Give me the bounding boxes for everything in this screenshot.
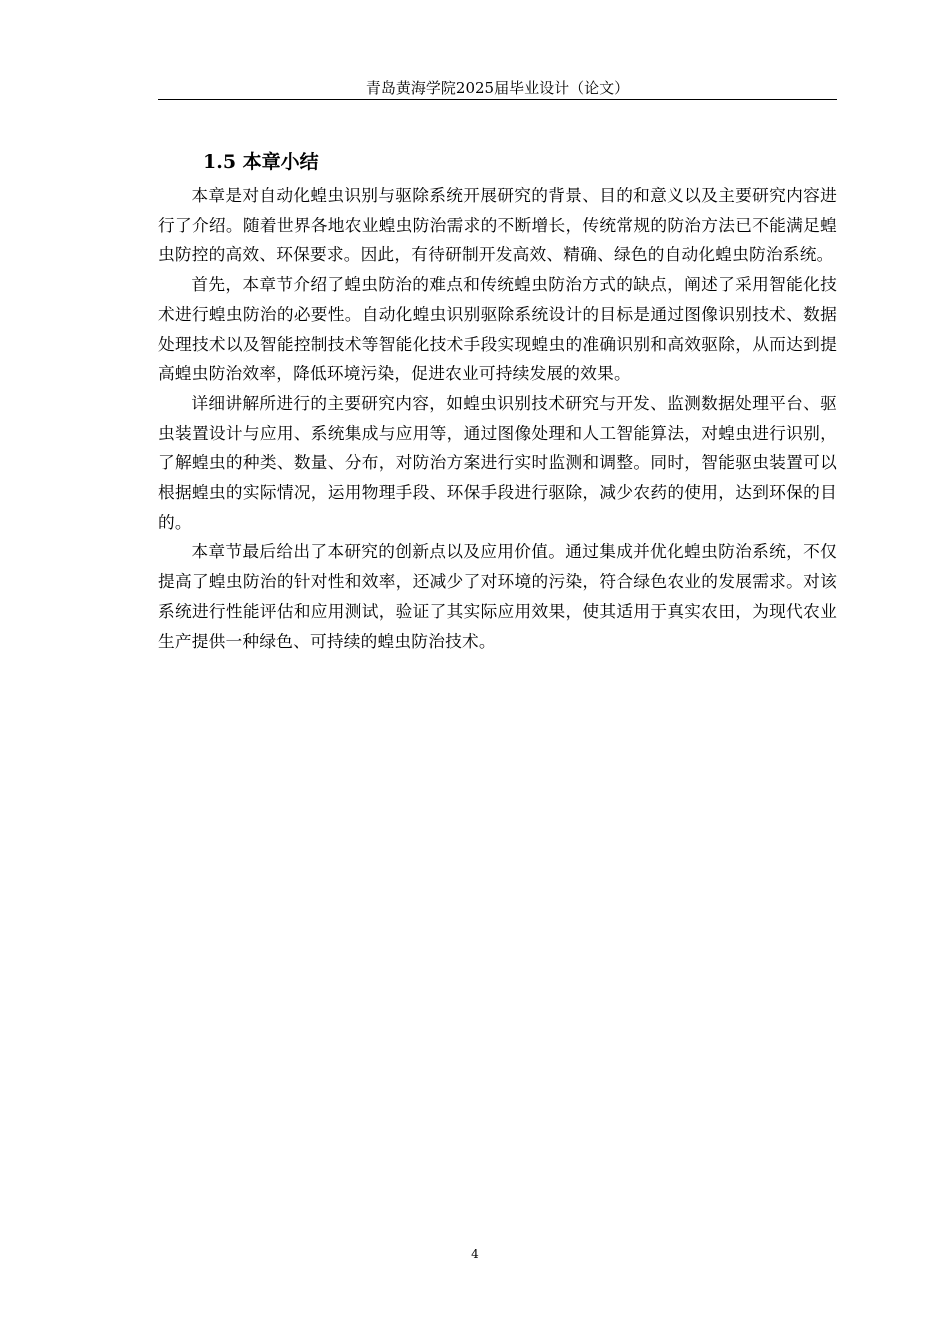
- paragraph-research-content: 详细讲解所进行的主要研究内容，如蝗虫识别技术研究与开发、监测数据处理平台、驱虫装置设计与应用、系统集成与应用等，通过图像处理和人工智能算法，对蝗虫进行识别，了解蝗虫的种类、数量、分布，对防治方案进行实时监测和调整。同时，智能驱虫装置可以根据蝗虫的实际情况，运用物理手段、环保手段进行驱除，减少农药的使用，达到环保的目的。: [158, 392, 837, 532]
- header-rule: [158, 99, 837, 100]
- body-text: [158, 181, 837, 656]
- section-heading: 1.5 本章小结: [203, 151, 319, 173]
- paragraph-innovation: 本章节最后给出了本研究的创新点以及应用价值。通过集成并优化蝗虫防治系统，不仅提高了蝗虫防治的针对性和效率，还减少了对环境的污染，符合绿色农业的发展需求。对该系统进行性能评估和应用测试，验证了其实际应用效果，使其适用于真实农田，为现代农业生产提供一种绿色、可持续的蝗虫防治技术。: [158, 541, 837, 651]
- page-header: 青岛黄海学院2025届毕业设计（论文）: [365, 79, 630, 97]
- page-number: 4: [471, 1247, 479, 1261]
- paragraph-intro: 本章是对自动化蝗虫识别与驱除系统开展研究的背景、目的和意义以及主要研究内容进行了介绍。随着世界各地农业蝗虫防治需求的不断增长，传统常规的防治方法已不能满足蝗虫防控的高效、环保要求。因此，有待研制开发高效、精确、绿色的自动化蝗虫防治系统。: [158, 185, 837, 265]
- paragraph-difficulties: 首先，本章节介绍了蝗虫防治的难点和传统蝗虫防治方式的缺点，阐述了采用智能化技术进行蝗虫防治的必要性。自动化蝗虫识别驱除系统设计的目标是通过图像识别技术、数据处理技术以及智能控制技术等智能化技术手段实现蝗虫的准确识别和高效驱除，从而达到提高蝗虫防治效率，降低环境污染，促进农业可持续发展的效果。: [158, 274, 837, 384]
